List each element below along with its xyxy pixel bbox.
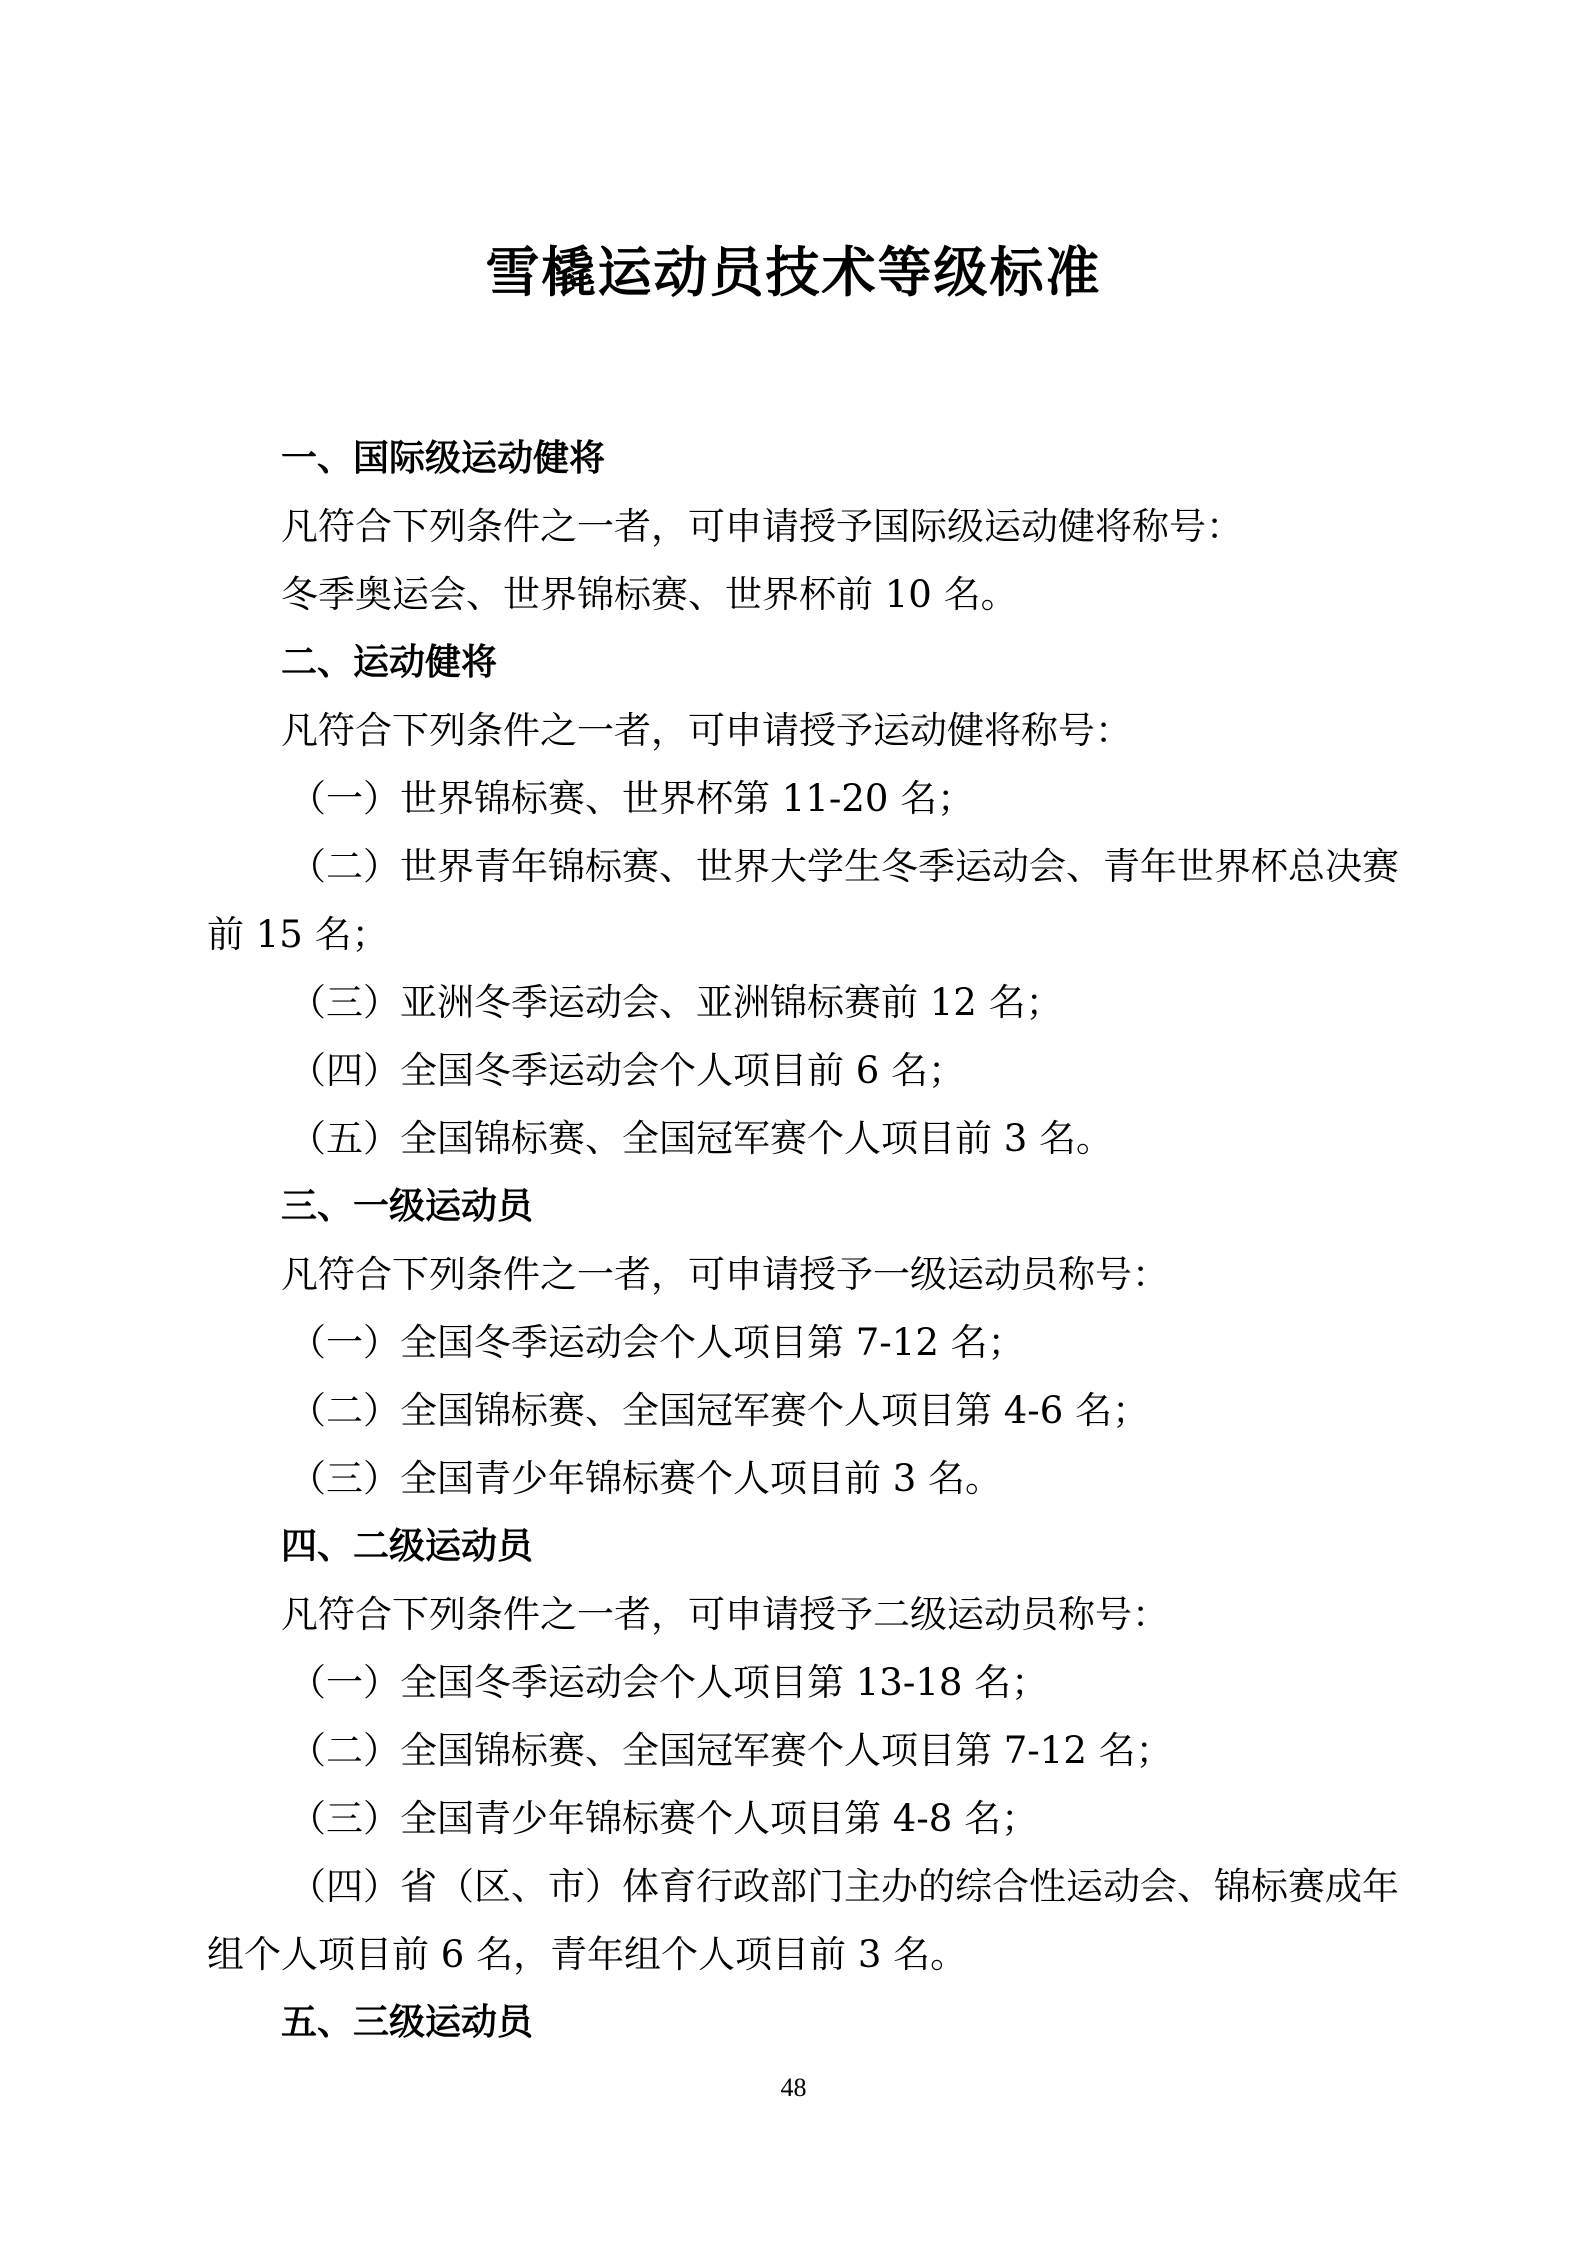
criteria-item: （一）全国冬季运动会个人项目第 7-12 名；: [289, 1321, 1025, 1364]
section-intro: 凡符合下列条件之一者，可申请授予一级运动员称号：: [281, 1253, 1169, 1296]
criteria-item: （二）世界青年锦标赛、世界大学生冬季运动会、青年世界杯总决赛: [289, 845, 1399, 888]
criteria-item: （三）全国青少年锦标赛个人项目前 3 名。: [289, 1457, 1003, 1500]
section-heading-international-master: 一、国际级运动健将: [281, 438, 606, 479]
section-heading-master: 二、运动健将: [281, 642, 498, 683]
page-title: 雪橇运动员技术等级标准: [485, 240, 1102, 304]
criteria-item: （三）亚洲冬季运动会、亚洲锦标赛前 12 名；: [289, 981, 1063, 1024]
criteria-item: （四）省（区、市）体育行政部门主办的综合性运动会、锦标赛成年: [289, 1865, 1399, 1908]
section-heading-second-class: 四、二级运动员: [281, 1526, 534, 1567]
criteria-item: （三）全国青少年锦标赛个人项目第 4-8 名；: [289, 1797, 1039, 1840]
section-heading-third-class: 五、三级运动员: [281, 2002, 534, 2043]
section-intro: 凡符合下列条件之一者，可申请授予国际级运动健将称号：: [281, 505, 1243, 548]
criteria-item: （一）世界锦标赛、世界杯第 11-20 名；: [289, 777, 975, 820]
criteria-item: （一）全国冬季运动会个人项目第 13-18 名；: [289, 1661, 1049, 1704]
section-intro: 凡符合下列条件之一者，可申请授予二级运动员称号：: [281, 1593, 1169, 1636]
criteria-item: （五）全国锦标赛、全国冠军赛个人项目前 3 名。: [289, 1117, 1114, 1160]
criteria-item-continuation: 组个人项目前 6 名，青年组个人项目前 3 名。: [207, 1933, 968, 1976]
page-number: 48: [780, 2073, 807, 2102]
section-heading-first-class: 三、一级运动员: [281, 1186, 534, 1227]
criteria-item: （二）全国锦标赛、全国冠军赛个人项目第 7-12 名；: [289, 1729, 1173, 1772]
section-intro: 凡符合下列条件之一者，可申请授予运动健将称号：: [281, 709, 1132, 752]
criteria-item: 冬季奥运会、世界锦标赛、世界杯前 10 名。: [281, 573, 1018, 616]
criteria-item: （四）全国冬季运动会个人项目前 6 名；: [289, 1049, 966, 1092]
criteria-item: （二）全国锦标赛、全国冠军赛个人项目第 4-6 名；: [289, 1389, 1150, 1432]
criteria-item-continuation: 前 15 名；: [207, 913, 389, 956]
document-body: [207, 425, 1399, 2057]
